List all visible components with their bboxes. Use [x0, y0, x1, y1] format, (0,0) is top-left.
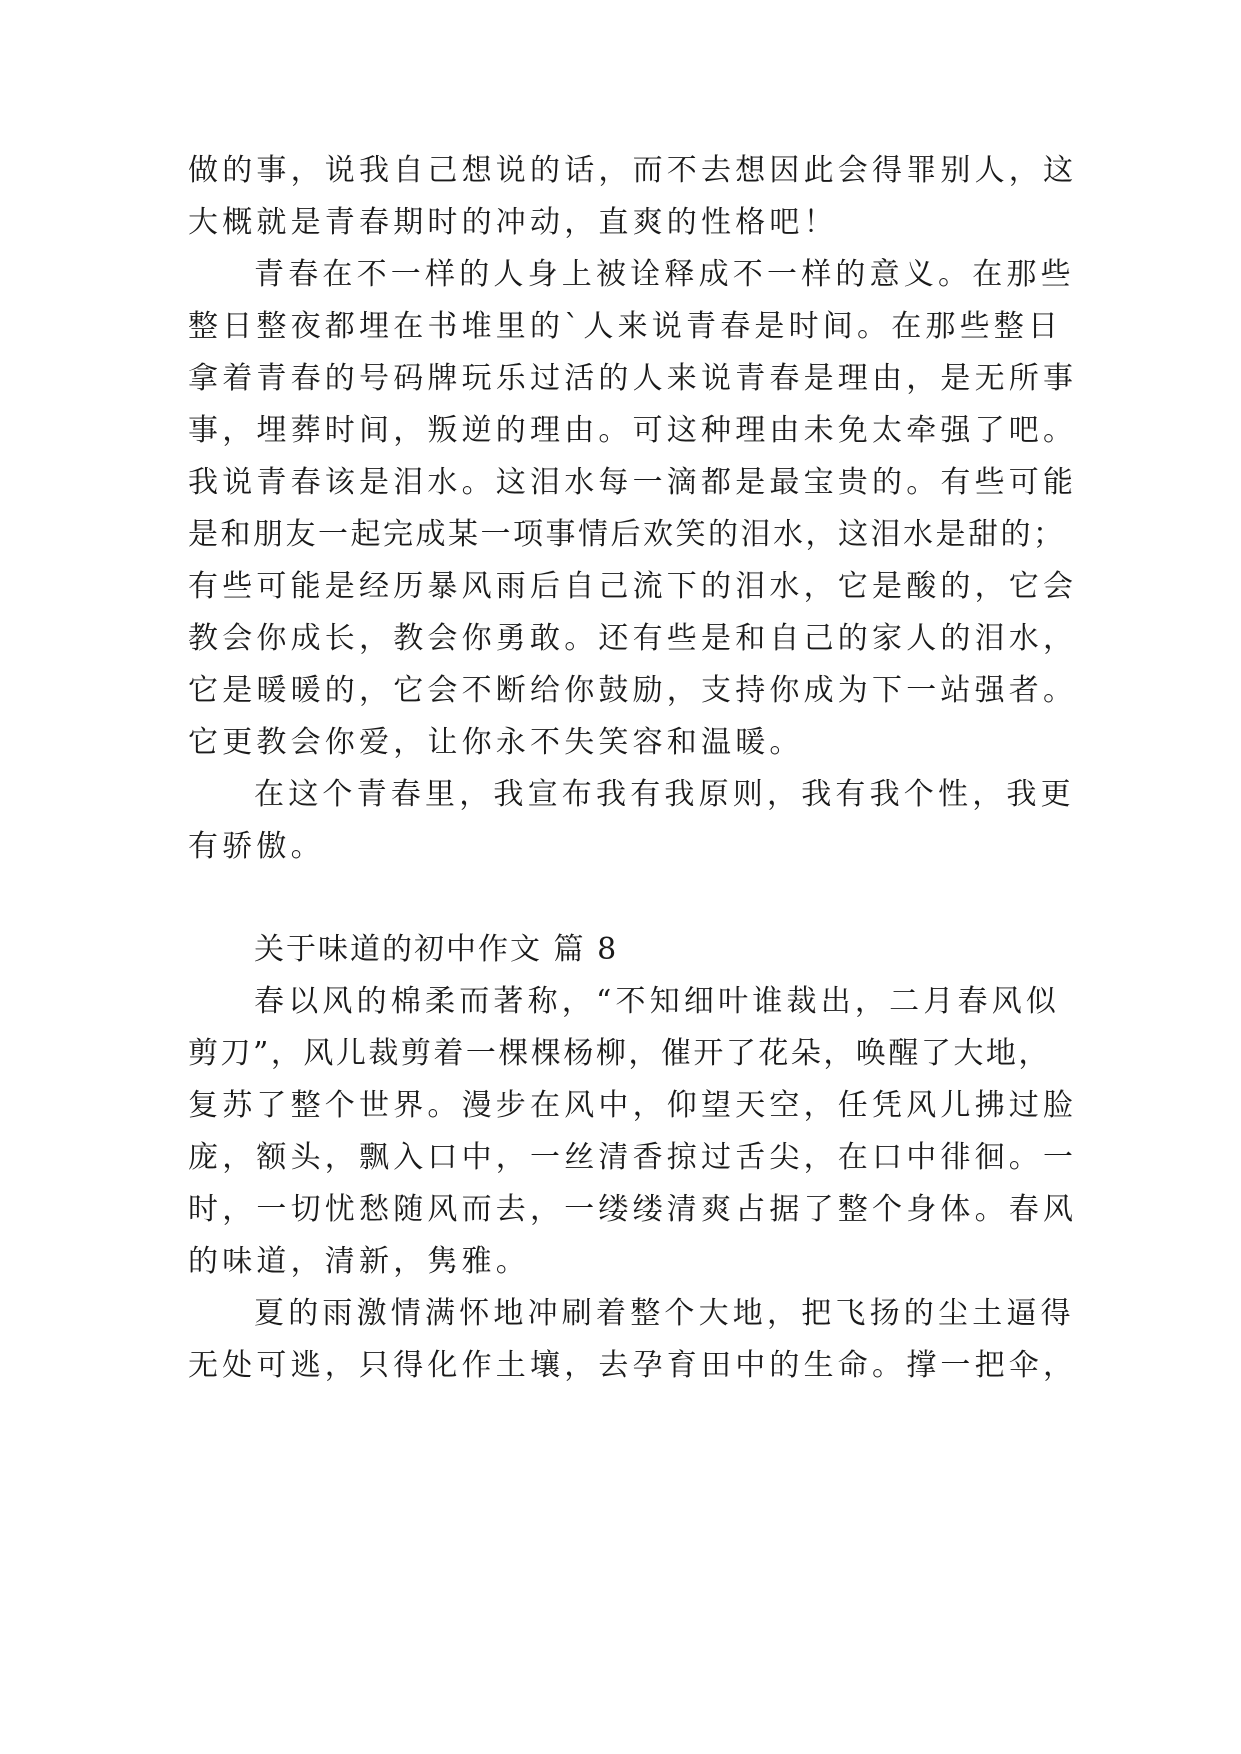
paragraph-line: 时，一切忧愁随风而去，一缕缕清爽占据了整个身体。春风	[188, 1192, 1078, 1227]
paragraph-line: 在这个青春里，我宣布我有我原则，我有我个性，我更	[254, 777, 1075, 812]
paragraph-line: 它更教会你爱，让你永不失笑容和温暖。	[188, 725, 804, 760]
paragraph-line: 拿着青春的号码牌玩乐过活的人来说青春是理由，是无所事	[188, 361, 1078, 396]
paragraph-line: 春以风的棉柔而著称，“不知细叶谁裁出，二月春风似	[254, 984, 1061, 1019]
paragraph-line: 它是暖暖的，它会不断给你鼓励，支持你成为下一站强者。	[188, 673, 1078, 708]
paragraph-line: 庞，额头，飘入口中，一丝清香掠过舌尖，在口中徘徊。一	[188, 1140, 1078, 1175]
paragraph-line: 复苏了整个世界。漫步在风中，仰望天空，任凭风儿拂过脸	[188, 1088, 1078, 1123]
paragraph-line: 做的事，说我自己想说的话，而不去想因此会得罪别人，这	[188, 153, 1078, 188]
paragraph-line: 是和朋友一起完成某一项事情后欢笑的泪水，这泪水是甜的；	[188, 517, 1066, 552]
paragraph-line: 剪刀”，风儿裁剪着一棵棵杨柳，催开了花朵，唤醒了大地，	[188, 1036, 1051, 1071]
paragraph-line: 教会你成长，教会你勇敢。还有些是和自己的家人的泪水，	[188, 621, 1078, 656]
paragraph-line: 我说青春该是泪水。这泪水每一滴都是最宝贵的。有些可能	[188, 465, 1078, 500]
paragraph-line: 的味道，清新，隽雅。	[188, 1244, 530, 1279]
paragraph-line: 事，埋葬时间，叛逆的理由。可这种理由未免太牵强了吧。	[188, 413, 1078, 448]
paragraph-line: 整日整夜都埋在书堆里的`人来说青春是时间。在那些整日	[188, 309, 1063, 344]
paragraph-line: 有骄傲。	[188, 829, 325, 864]
paragraph-line: 有些可能是经历暴风雨后自己流下的泪水，它是酸的，它会	[188, 569, 1078, 604]
essay-heading: 关于味道的初中作文 篇 8	[254, 932, 619, 967]
paragraph-line: 夏的雨激情满怀地冲刷着整个大地，把飞扬的尘土逼得	[254, 1296, 1075, 1331]
paragraph-line: 青春在不一样的人身上被诠释成不一样的意义。在那些	[254, 257, 1075, 292]
paragraph-line: 大概就是青春期时的冲动，直爽的性格吧！	[188, 205, 838, 240]
paragraph-line: 无处可逃，只得化作土壤，去孕育田中的生命。撑一把伞，	[188, 1348, 1078, 1383]
